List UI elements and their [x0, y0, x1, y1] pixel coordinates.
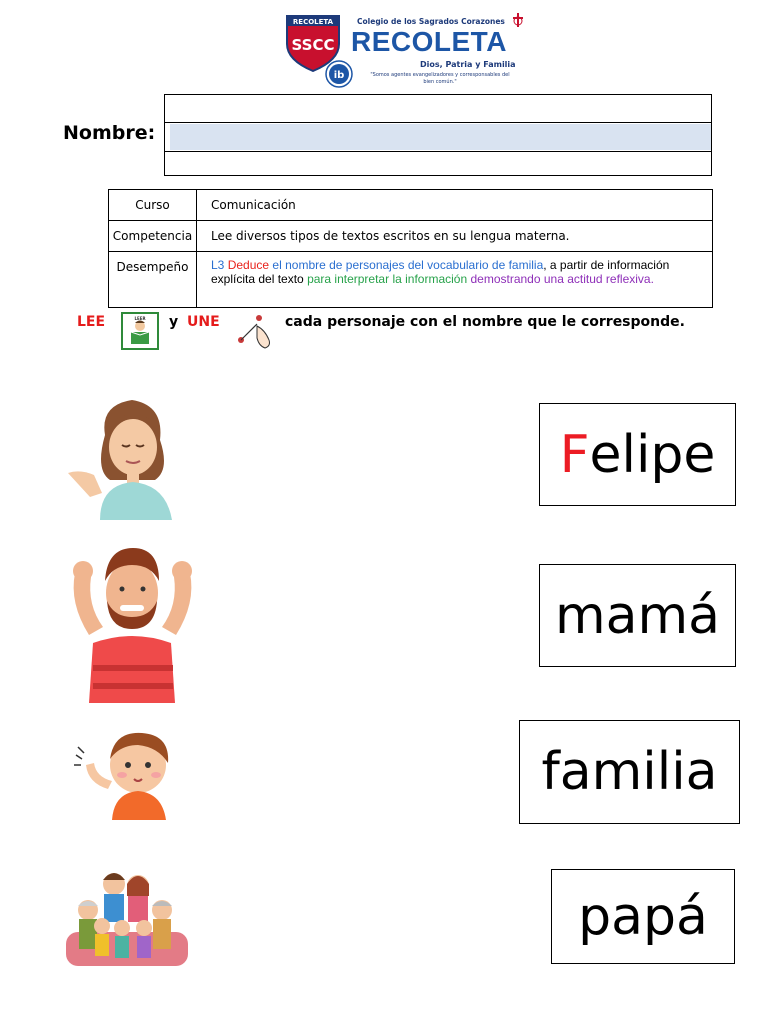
name-box-top-row	[165, 95, 711, 123]
mother-illustration	[60, 385, 190, 525]
svg-text:RECOLETA: RECOLETA	[292, 18, 334, 26]
cross-icon	[511, 12, 525, 28]
performance-code: L3	[211, 258, 225, 272]
school-header	[285, 12, 535, 90]
svg-text:ib: ib	[333, 70, 345, 81]
book-reading-icon	[121, 312, 159, 350]
word-card-mama-text: mamá	[554, 585, 721, 646]
desempeno-value	[197, 252, 713, 308]
word-card-mama[interactable]	[539, 564, 736, 667]
child-illustration	[72, 725, 182, 820]
ib-badge-icon	[325, 60, 353, 88]
word-card-felipe[interactable]	[539, 403, 736, 506]
curso-value: Comunicación	[197, 190, 713, 221]
family-illustration	[62, 862, 192, 977]
une-word: UNE	[187, 314, 220, 330]
word-card-papa-text: papá	[578, 886, 708, 947]
performance-part4: demostrando una actitud reflexiva.	[470, 272, 654, 286]
word-card-felipe-first-letter: F	[559, 424, 590, 485]
performance-part3: para interpretar la información	[307, 272, 468, 286]
info-table	[108, 189, 713, 308]
performance-part2: , a partir de información explícita del texto	[211, 258, 670, 286]
competencia-value: Lee diversos tipos de textos escritos en su lengua materna.	[197, 221, 713, 252]
svg-text:SSCC: SSCC	[291, 36, 335, 54]
name-label: Nombre:	[63, 122, 156, 144]
instruction	[77, 312, 717, 352]
competencia-label: Competencia	[109, 221, 197, 252]
table-row-curso	[109, 190, 713, 221]
school-quote: "Somos agentes evangelizadores y corresponsables del bien común."	[370, 72, 510, 85]
father-illustration	[55, 543, 210, 705]
table-row-competencia	[109, 221, 713, 252]
school-brand: RECOLETA	[351, 26, 507, 57]
desempeno-label: Desempeño	[109, 252, 197, 308]
name-box-bottom-row	[165, 151, 711, 177]
word-card-familia-text: familia	[541, 742, 718, 802]
school-name: Colegio de los Sagrados Corazones	[357, 17, 505, 26]
y-word: y	[169, 314, 179, 330]
instruction-text: cada personaje con el nombre que le corresponde.	[285, 314, 685, 330]
curso-label: Curso	[109, 190, 197, 221]
svg-text:LEER: LEER	[134, 316, 146, 321]
word-card-papa[interactable]	[551, 869, 735, 964]
school-motto: Dios, Patria y Familia	[420, 60, 516, 69]
word-card-familia[interactable]	[519, 720, 740, 824]
name-input[interactable]	[170, 124, 711, 150]
performance-part1: el nombre de personajes del vocabulario de familia	[272, 258, 544, 272]
word-card-felipe-rest: elipe	[589, 424, 716, 485]
performance-verb: Deduce	[227, 258, 270, 272]
lee-word: LEE	[77, 314, 106, 330]
table-row-desempeno	[109, 252, 713, 308]
hand-drawing-line-icon	[235, 312, 279, 350]
